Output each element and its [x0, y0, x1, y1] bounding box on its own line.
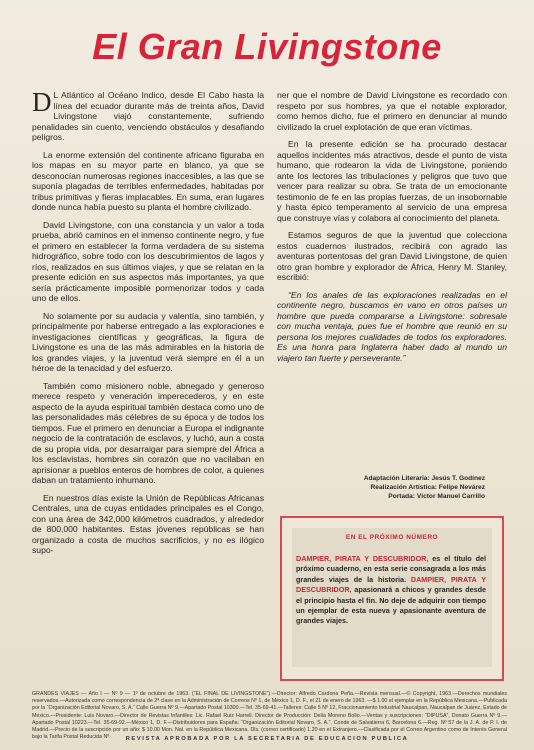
stanley-quote: “En los anales de las exploraciones realizadas en el continente negro, buscamos en vano en otros países un hombre que pueda compararse a Livingstone: sobresale con mucha ventaja, pues fue el hombre que reunió en su persona los mejores cualidades de todos los exploradores. Es una honra para Inglaterra haber dado al mundo un viajero tan fuerte y perseverante.” [277, 289, 507, 363]
dropcap: D [32, 87, 52, 117]
paragraph: En nuestros días existe la Unión de Repúblicas Africanas Centrales, una de cuyas entidades principales es el Congo, con una área de 342,000 kilómetros cuadrados, y alrededor de 800,000 habitantes. Estas jóvenes repúblicas se han organizado a costa de muchos sacrificios, y no es ilógico supo- [32, 492, 264, 555]
next-issue-panel [292, 528, 492, 667]
paragraph: En la presente edición se ha procurado destacar aquellos incidentes más atractivos, desde el punto de vista humano, que rodearon la vida de Livingstone, poniendo ante los lectores las tribulaciones y peligros que tuvo que vencer para realizar su obra. Se trata de un emocionante testimonio de fe en las propias fuerzas, de un insobornable y hasta épico temperamento al servicio de una empresa que construye vías y colabora al conocimiento del planeta. [277, 139, 507, 223]
paragraph: David Livingstone, con una constancia y un valor a toda prueba, abrió caminos en el inmenso continente negro, y fue el primero en establecer la forma verdadera de su sistema hidrográfico, sobre todo con los descubrimientos de lagos y ríos, realizados en sus últimos viajes, y que se relatan en la presente edición en sus aspectos más importantes, ya que sería prácticamente imposible pormenorizar todos y cada uno de ellos. [32, 219, 264, 303]
next-issue-box [280, 516, 504, 681]
right-column [277, 90, 507, 370]
credit-cover: Portada: Víctor Manuel Carrillo [388, 493, 485, 500]
approval-line: REVISTA APROBADA POR LA SECRETARIA DE EDUCACION PUBLICA [125, 736, 409, 742]
next-issue-text [296, 554, 486, 627]
paragraph: No solamente por su audacia y valentía, sino también, y principalmente por haberse entregado a las exploraciones e investigaciones científicas y geográficas, la figura de Livingstone es una de las más admirables en la historia de los grandes viajes, y la juventud verá siempre en él a un héroe de la tenacidad y del esfuerzo. [32, 310, 264, 373]
next-issue-title: DAMPIER, PIRATA Y DESCUBRIDOR, [296, 554, 429, 563]
next-issue-text-1: es el título del próximo cuaderno, en esta serie consagrada a los más grandes viajes de la historia. [296, 554, 486, 584]
paragraph: También como misionero noble, abnegado y generoso merece respeto y veneración imperecederos, y en este aspecto de la ayuda espiritual también destaca como uno de las personalidades más célebres de su época y de todos los tiempos. Fue el primero en denunciar a Europa el indignante negocio de la contratación de esclavos, y luchó, aun a costa de su propia vida, por desarraigar para siempre del África a los esclavistas, hombres sin corazón que no vacilaban en aprisionar a pueblos enteros de hombres de color, a quienes daban un tratamiento inhumano. [32, 380, 264, 485]
next-issue-text-2: apasionará a chicos y grandes desde el principio hasta el fin. No deje de adquirir con tiempo un ejemplar de esta nueva y apasionante aventura de grandes viajes. [296, 585, 486, 626]
fine-print: GRANDES VIAJES — Año I — Nº 9 — 1º de octubre de 1963. (“EL FINAL DE LIVINGSTONE”).—Director: Alfredo Cardona Peña.—Revista mensual.—© Copyright, 1963.—Derechos mundiales reservados.—Autorizada como correspondencia de 2ª clase en la Administración de Correos Nº 1, de México 1, D. F., el 21 de enero de 1963. —$ 1.00 el ejemplar en la República Mexicana.—Publicada por la “Organización Editorial Novaro, S. A.” Calle Guerra Nº 9.—Apartado Postal 10300.—Tel. 35-69-41.—Talleres: Calle 5 Nº 12, Fraccionamiento Industrial Naucalpan, Naucalpan de Juárez, Estado de México.—Presidente: Luis Novaro.—Director de Revistas Infantiles: Lic. Rafael Ruiz Harrell. Director de Producción: Delia Moreno Bolio.—Ventas y suscripciones: “DIPUSA”, Donato Guerra Nº 9.—Apartado Postal 10223.—Tel. 35-69-92.—México 1, D. F.—Distribuidores para España: “Organización Editorial Novaro, S. A.”, Conde de Salvatierra 6, Barcelona 6.—Reg. Nº 57 de la J. A. de P. I. de Madrid.—Precio de la suscripción por un año: $ 10.00 Mon. Nal. en la República Mexicana. Dls. (correo certificado) 1.20 en el Extranjero.—Clasificada por el Correo Argentino como de Interés General bajo la Tarifa Postal Reducida Nº [32, 691, 507, 741]
next-issue-title-2: DAMPIER, PIRATA Y DESCUBRIDOR, [296, 574, 486, 595]
paragraph-intro-text: L Atlántico al Océano Indico, desde El Cabo hasta la línea del ecuador durante más de treinta años, David Livingstone viajó constantemente, sufriendo penalidades sin cuento, venciendo obstáculos y desafiando peligros. [32, 90, 264, 142]
paragraph: La enorme extensión del continente africano figuraba en los mapas en su mayor parte en blanco, ya que se desconocían numerosas regiones inaccesibles, a las que se suponía plagadas de terribles enfermedades, habitadas por tribus primitivas y fieras implacables. En suma, eran lugares donde nunca había puesto su planta el hombre civilizado. [32, 149, 264, 212]
paragraph: Estamos seguros de que la juventud que colecciona estos cuadernos ilustrados, recibirá con agrado las aventuras portentosas del gran David Livingstone, de quien otro gran hombre y explorador de África, Henry M. Stanley, escribió: [277, 230, 507, 282]
paragraph-intro [32, 87, 264, 143]
next-issue-header: EN EL PRÓXIMO NÚMERO [345, 534, 439, 541]
credit-literary: Adaptación Literaria: Jesús T. Godínez [363, 475, 485, 482]
paragraph: ner que el nombre de David Livingstone es recordado con respeto por sus hombres, ya que el notable explorador, como hemos dicho, fue el primero en denunciar al mundo civilizado la cruel explotación de que eran víctimas. [277, 90, 507, 132]
credit-artistic: Realización Artística: Felipe Nevárez [370, 484, 485, 491]
credits [277, 474, 485, 501]
page-title: El Gran Livingstone [92, 26, 442, 67]
left-column [32, 87, 264, 563]
